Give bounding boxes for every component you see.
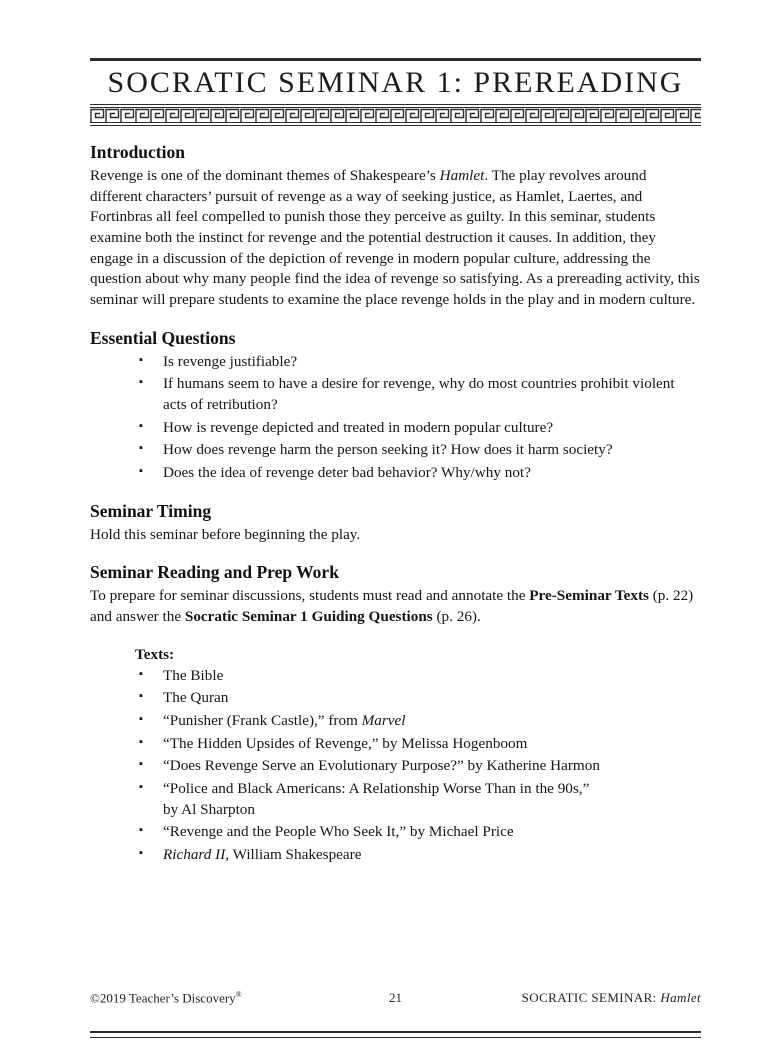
text-item-italic: Richard II — [163, 846, 226, 864]
text-item-pre: The Bible — [163, 666, 224, 684]
section-essential-questions — [90, 328, 701, 484]
texts-list — [138, 666, 701, 866]
seminar-timing-text: Hold this seminar before beginning the play. — [90, 525, 361, 543]
text-item — [138, 711, 701, 732]
footer-copyright — [90, 990, 294, 1006]
registered-mark: ® — [235, 989, 242, 999]
text-item — [138, 688, 701, 709]
text-item-post: , William Shakespeare — [225, 846, 362, 864]
page-footer — [90, 990, 701, 1006]
text-item — [138, 756, 701, 777]
footer-series-label: SOCRATIC SEMINAR: — [521, 989, 661, 1005]
greek-key-pattern — [90, 107, 701, 123]
document-page — [0, 58, 773, 1058]
heading-reading-prep: Seminar Reading and Prep Work — [90, 562, 339, 583]
page-number: 21 — [389, 989, 402, 1005]
heading-introduction: Introduction — [90, 142, 185, 162]
section-reading-prep — [90, 562, 701, 865]
question-item: ▪ If humans seem to have a desire for revenge, why do most countries prohibit violent acts of retribution? — [138, 374, 701, 415]
heading-essential-questions: Essential Questions — [90, 327, 236, 348]
texts-label: Texts: — [135, 645, 175, 663]
section-seminar-timing — [90, 501, 701, 546]
text-item-line2: by Al Sharpton — [163, 800, 255, 818]
text-item — [138, 734, 701, 755]
footer-book-title — [497, 990, 701, 1006]
text-item-pre: “Revenge and the People Who Seek It,” by Michael Price — [163, 823, 514, 841]
text-item — [138, 822, 701, 843]
footer-play-title: Hamlet — [660, 989, 702, 1005]
intro-text-post: . The play revolves around different characters’ pursuit of revenge as a way of seeking justice, as Hamlet, Laertes, and Fortinbras all feel compelled to punish those they perceive as guilty. In this seminar, students examine both the instinct for revenge and the potential destruction it causes. In addition, they engage in a discussion of the depiction of revenge in modern popular culture, addressing the question about why many people find the idea of revenge so satisfying. As a prereading activity, this seminar will prepare students to examine the place revenge holds in the play and in modern culture. — [90, 167, 700, 309]
greek-key-border — [90, 104, 701, 126]
intro-text-pre: Revenge is one of the dominant themes of Shakespeare’s — [90, 167, 440, 184]
question-item: ▪ How does revenge harm the person seeking it? How does it harm society? — [138, 440, 701, 461]
text-item-italic: Marvel — [361, 712, 406, 730]
question-item: ▪ How is revenge depicted and treated in modern popular culture? — [138, 418, 701, 439]
section-introduction — [90, 142, 701, 311]
greek-key-svg — [90, 108, 701, 122]
text-item-pre: The Quran — [163, 689, 229, 707]
text-item — [138, 666, 701, 687]
footer-copyright-text: ©2019 Teacher’s Discovery — [90, 990, 236, 1005]
top-rule — [90, 58, 701, 61]
prep-bold-guiding-questions: Socratic Seminar 1 Guiding Questions — [184, 608, 433, 626]
prep-bold-pre-seminar-texts: Pre-Seminar Texts — [529, 587, 649, 605]
essential-questions-list — [138, 352, 701, 484]
reading-prep-paragraph — [90, 586, 701, 627]
heading-seminar-timing: Seminar Timing — [90, 500, 212, 521]
text-item-pre: “Police and Black Americans: A Relationship Worse Than in the 90s,” — [163, 780, 590, 798]
text-item — [138, 779, 701, 820]
bottom-rule — [90, 1031, 701, 1038]
text-item-pre: “Does Revenge Serve an Evolutionary Purpose?” by Katherine Harmon — [163, 757, 600, 775]
question-item: ▪ Is revenge justifiable? — [138, 352, 701, 373]
prep-text-3: (p. 26). — [432, 608, 481, 626]
text-item — [138, 845, 701, 866]
page-title: SOCRATIC SEMINAR 1: PREREADING — [107, 66, 684, 99]
prep-text-1: To prepare for seminar discussions, students must read and annotate the — [90, 587, 530, 605]
intro-text-italic: Hamlet — [439, 167, 485, 184]
text-item-pre: “The Hidden Upsides of Revenge,” by Melissa Hogenboom — [163, 734, 528, 752]
introduction-paragraph — [90, 166, 701, 311]
text-item-pre: “Punisher (Frank Castle),” from — [163, 712, 362, 730]
prep-text-2: (p. 22) and answer the — [90, 587, 694, 626]
question-item: ▪ Does the idea of revenge deter bad behavior? Why/why not? — [138, 463, 701, 484]
